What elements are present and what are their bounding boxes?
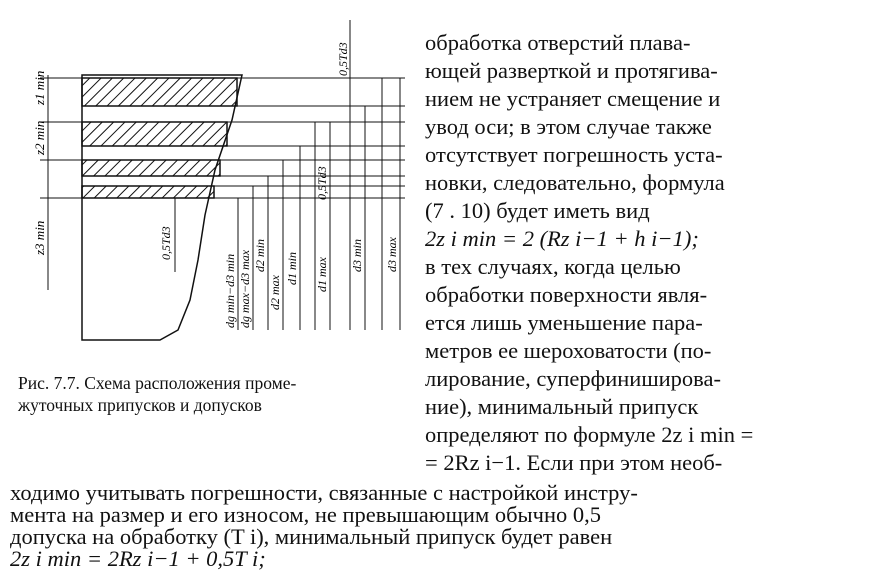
text-line: (7 . 10) будет иметь вид [425, 198, 650, 223]
label-d3min: d3 min [350, 239, 364, 272]
text-line: ющей разверткой и протягива- [425, 58, 718, 83]
label-05Td3-top: 0,5Td3 [336, 42, 350, 76]
label-z1min: z1 min [32, 70, 47, 105]
label-dg-max: dg max−d3 max [238, 249, 252, 328]
text-line: мента на размер и его износом, не превышающим обычно 0,5 [10, 502, 602, 527]
text-line: ние), минимальный припуск [425, 394, 699, 419]
allowance-band-4 [82, 186, 214, 198]
text-line: обработки поверхности явля- [425, 282, 708, 307]
caption-line: жуточных припусков и допусков [18, 395, 262, 415]
text-line: увод оси; в этом случае также [425, 114, 712, 139]
allowance-diagram [10, 10, 410, 375]
label-d1min: d1 min [285, 252, 299, 285]
label-05Td3-mid: 0,5Td3 [315, 166, 329, 200]
label-dg-min: dg min−d3 min [223, 253, 237, 328]
caption-line: Рис. 7.7. Схема расположения проме- [18, 373, 297, 393]
text-line: обработка отверстий плава- [425, 30, 691, 55]
allowance-band-2 [82, 122, 227, 146]
text-line: допуска на обработку (T i), минимальный припуск будет равен [10, 524, 613, 549]
text-line: ется лишь уменьшение пара- [425, 310, 703, 335]
text-line: = 2Rz i−1. Если при этом необ- [425, 450, 723, 475]
text-line: определяют по формуле 2z i min = [425, 422, 754, 447]
allowance-band-1 [82, 78, 237, 106]
text-line: ходимо учитывать погрешности, связанные с настройкой инстру- [10, 480, 638, 505]
text-line: лирование, суперфиниширова- [425, 366, 721, 391]
label-z2min: z2 min [32, 120, 47, 155]
allowance-band-3 [82, 160, 220, 176]
label-d2min: d2 min [253, 239, 267, 272]
label-z3min: z3 min [32, 220, 47, 255]
text-line: метров ее шероховатости (по- [425, 338, 712, 363]
workpiece-outline [82, 75, 242, 340]
label-d1max: d1 max [315, 257, 329, 292]
label-d2max: d2 max [268, 275, 282, 310]
text-line: нием не устраняет смещение и [425, 86, 721, 111]
text-line: отсутствует погрешность уста- [425, 142, 723, 167]
label-05Td3-left: 0,5Td3 [159, 226, 173, 260]
formula-line: 2z i min = 2Rz i−1 + 0,5T i; [10, 546, 266, 571]
formula-line: 2z i min = 2 (Rz i−1 + h i−1); [425, 226, 699, 251]
text-line: в тех случаях, когда целью [425, 254, 681, 279]
figure-caption [18, 372, 408, 416]
text-line: новки, следовательно, формула [425, 170, 725, 195]
label-d3max: d3 max [385, 237, 399, 272]
